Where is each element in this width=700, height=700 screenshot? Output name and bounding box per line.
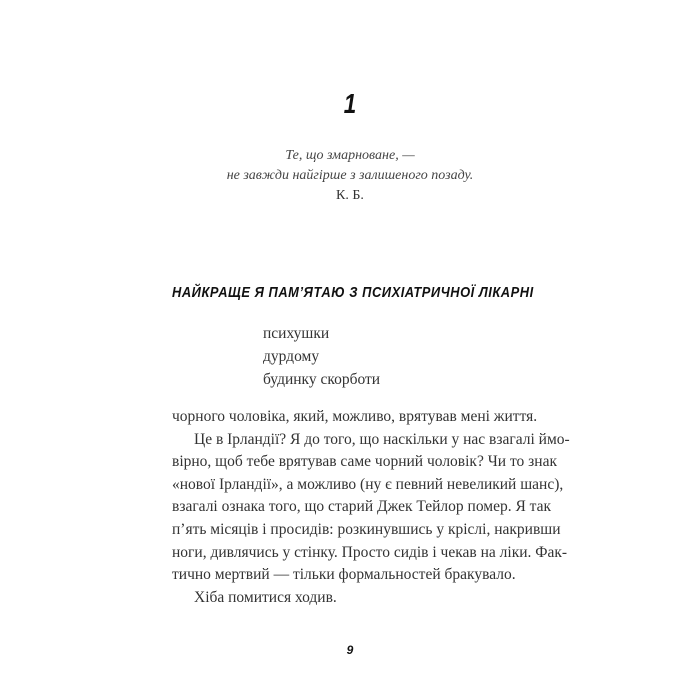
synonym-list [263, 322, 380, 391]
list-item: дурдому [263, 348, 320, 365]
body-line: тично мертвий — тільки формальностей бракувало. [172, 566, 516, 584]
body-text [172, 406, 570, 609]
body-line: ноги, дивлячись у стінку. Просто сидів і чекав на ліки. Фак- [172, 543, 568, 561]
chapter-number: 1 [343, 88, 357, 119]
epigraph-author: К. Б. [336, 188, 364, 203]
body-line: Хіба помитися ходив. [194, 588, 337, 606]
body-line: Це в Ірландії? Я до того, що наскільки у нас взагалі ймо- [194, 430, 570, 448]
body-line: п’ять місяців і просидів: розкинувшись у кріслі, накривши [172, 520, 561, 538]
page-number: 9 [346, 643, 354, 657]
list-item: будинку скорботи [263, 371, 381, 388]
body-line: вірно, щоб тебе врятував саме чорний чоловік? Чи то знак [172, 453, 557, 471]
list-item: психушки [263, 325, 330, 342]
epigraph-line: Те, що змарноване, — [285, 148, 415, 163]
body-line: «нової Ірландії», а можливо (ну є певний невеликий шанс), [172, 475, 564, 493]
section-heading: НАЙКРАЩЕ Я ПАМ’ЯТАЮ З ПСИХІАТРИЧНОЇ ЛІКАРНІ [172, 284, 534, 301]
epigraph-line: не завжди найгірше з залишеного позаду. [226, 168, 474, 183]
body-line: чорного чоловіка, який, можливо, врятував мені життя. [172, 408, 538, 425]
body-line: взагалі ознака того, що старий Джек Тейлор помер. Я так [172, 498, 552, 516]
epigraph [0, 146, 700, 186]
